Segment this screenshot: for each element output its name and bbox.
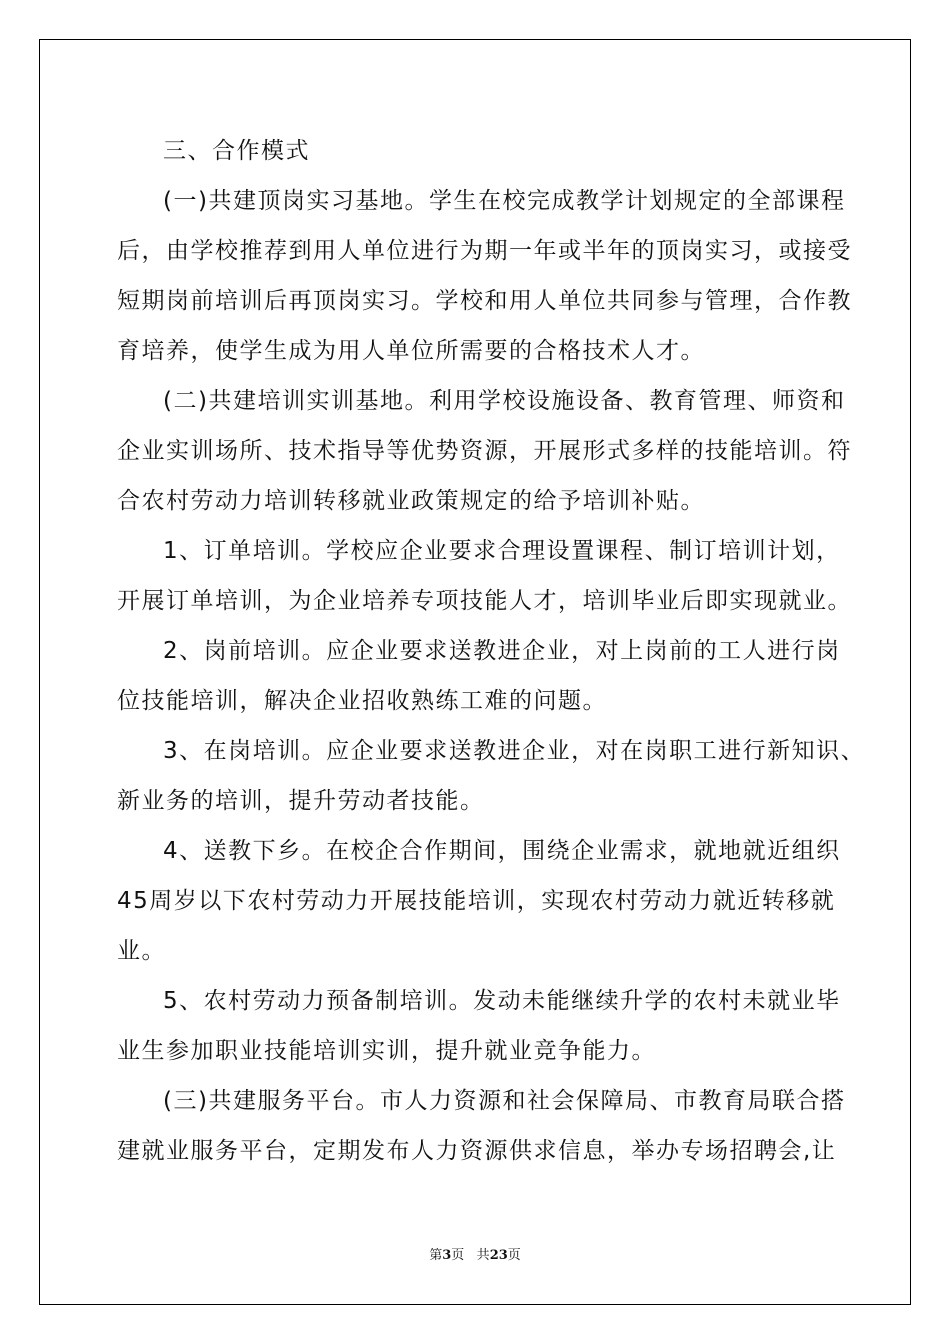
paragraph-line: 开展订单培训，为企业培养专项技能人才，培训毕业后即实现就业。 — [117, 588, 852, 614]
page-total: 23 — [489, 1248, 508, 1263]
total-suffix: 页 — [507, 1248, 521, 1263]
paragraph-line: 业。 — [117, 938, 166, 964]
paragraph-line: (三)共建服务平台。市人力资源和社会保障局、市教育局联合搭 — [163, 1088, 846, 1114]
page-current: 3 — [442, 1248, 452, 1263]
paragraph-line: 3、在岗培训。应企业要求送教进企业，对在岗职工进行新知识、 — [163, 738, 866, 764]
page-suffix: 页 — [451, 1248, 465, 1263]
paragraph-line: 企业实训场所、技术指导等优势资源，开展形式多样的技能培训。符 — [117, 438, 852, 464]
paragraph-line: (一)共建顶岗实习基地。学生在校完成教学计划规定的全部课程 — [163, 188, 846, 214]
paragraph-line: 5、农村劳动力预备制培训。发动未能继续升学的农村未就业毕 — [163, 988, 841, 1014]
section-heading: 三、合作模式 — [163, 138, 310, 164]
paragraph-line: 业生参加职业技能培训实训，提升就业竞争能力。 — [117, 1038, 656, 1064]
paragraph-line: 1、订单培训。学校应企业要求合理设置课程、制订培训计划， — [163, 538, 841, 564]
paragraph-line: 2、岗前培训。应企业要求送教进企业，对上岗前的工人进行岗 — [163, 638, 841, 664]
page-footer — [0, 1244, 950, 1263]
paragraph-line: 45周岁以下农村劳动力开展技能培训，实现农村劳动力就近转移就 — [117, 888, 836, 914]
paragraph-line: 育培养，使学生成为用人单位所需要的合格技术人才。 — [117, 338, 705, 364]
paragraph-line: 4、送教下乡。在校企合作期间，围绕企业需求，就地就近组织 — [163, 838, 841, 864]
paragraph-line: 短期岗前培训后再顶岗实习。学校和用人单位共同参与管理，合作教 — [117, 288, 852, 314]
paragraph-line: 新业务的培训，提升劳动者技能。 — [117, 788, 485, 814]
paragraph-line: 合农村劳动力培训转移就业政策规定的给予培训补贴。 — [117, 488, 705, 514]
paragraph-line: 建就业服务平台，定期发布人力资源供求信息，举办专场招聘会,让 — [117, 1138, 837, 1164]
document-body — [117, 126, 866, 1176]
page-prefix: 第 — [429, 1248, 443, 1263]
paragraph-line: (二)共建培训实训基地。利用学校设施设备、教育管理、师资和 — [163, 388, 846, 414]
paragraph-line: 位技能培训，解决企业招收熟练工难的问题。 — [117, 688, 607, 714]
total-prefix: 共 — [476, 1248, 490, 1263]
paragraph-line: 后，由学校推荐到用人单位进行为期一年或半年的顶岗实习，或接受 — [117, 238, 852, 264]
